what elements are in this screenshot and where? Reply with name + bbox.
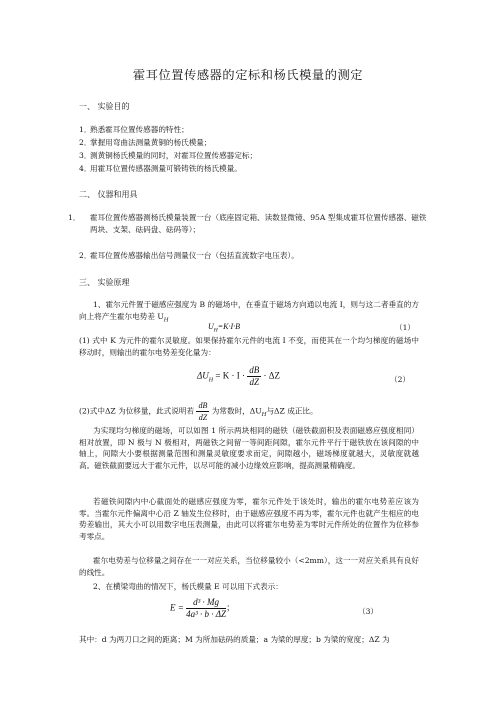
item-number: 4． — [79, 164, 92, 173]
eq3-fraction — [186, 597, 226, 620]
principle-paragraph-5: 若磁铁间隙内中心截面处的磁感应强度为零，霍尔元件处于该处时，输出的霍尔电势差应该为零。当霍尔元件偏离中心沿 Z 轴发生位移时，由于磁感应强度不再为零，霍尔元件也就产生相应的电势差输出，其大小可以用数字电压表测量，由此可以将霍尔电势差为零时元件所处的位置作为位移参考零点。 — [79, 497, 419, 541]
fraction-denominator: dZ — [198, 413, 208, 422]
subscript: H — [261, 412, 267, 419]
fraction-numerator: dB — [249, 365, 260, 375]
instrument-item — [68, 212, 430, 235]
item-text: 熟悉霍耳位置传感器的特性； — [90, 125, 189, 134]
eq1-symbol: U — [208, 322, 214, 331]
item-text: 掌握用弯曲法测量黄铜的杨氏模量； — [90, 138, 212, 147]
equation-1 — [208, 322, 240, 334]
eq3-tail: ； — [226, 602, 236, 613]
principle-paragraph-2: (1) 式中 K 为元件的霍尔灵敏度。如果保持霍尔元件的电流 I 不变，而使其在一个均匀梯度的磁场中移动时，则输出的霍尔电势差变化量为： — [79, 336, 419, 357]
section-heading-principle: 三、 实验原理 — [79, 278, 130, 287]
principle-paragraph-4: 为实现均匀梯度的磁场，可以如图 1 所示两块相同的磁铁（磁铁截面积及表面磁感应强度相同）相对放置，即 N 极与 N 极相对，两磁铁之间留一等间距间隙，霍尔元件平行于磁铁放在该间隙的中轴上，间隙大小要根据测量范围和测量灵敏度要求而定，间隙越小，磁场梯度就越大，灵敏度就越高。磁铁截面要远大于霍尔元件，以尽可能的减小边缘效应影响，提高测量精确度。 — [79, 426, 419, 470]
item-number: 2． — [79, 251, 92, 260]
principle-paragraph-8: 其中：d 为两刀口之间的距离；M 为所加砝码的质量；a 为梁的厚度；b 为梁的宽度；ΔZ 为 — [79, 635, 390, 644]
fraction-numerator: d³ · Mg — [186, 597, 226, 609]
item-text: 用霍耳位置传感器测量可锻铸铁的杨氏模量。 — [90, 164, 242, 173]
paragraph-text: 与ΔZ 成正比。 — [266, 406, 318, 416]
eq3-lhs: E = — [170, 602, 184, 613]
item-text: 霍耳位置传感器测杨氏模量装置一台（底座固定箱、读数显微镜、95A 型集成霍耳位置传感器、磁铁两块、支架、砝码盘、砝码等）； — [90, 213, 427, 234]
equation-3 — [170, 597, 235, 620]
inline-fraction — [196, 400, 209, 423]
item-number: 1． — [68, 213, 81, 222]
paragraph-text: (2)式中ΔZ 为位移量，此式说明若 — [79, 406, 195, 416]
principle-paragraph-1 — [79, 299, 419, 327]
eq2-fraction — [247, 365, 261, 388]
principle-paragraph-6: 霍尔电势差与位移量之间存在一一对应关系，当位移量较小（<2mm），这一一对应关系具有良好的线性。 — [79, 556, 419, 577]
principle-paragraph-3 — [79, 400, 419, 423]
equation-number-3: （3） — [358, 607, 379, 616]
eq1-rhs: =K·I·B — [217, 322, 241, 331]
item-number: 2． — [79, 138, 92, 147]
fraction-denominator: dZ — [249, 377, 259, 387]
eq1-subscript: H — [213, 327, 218, 334]
document-title: 霍耳位置传感器的定标和杨氏模量的测定 — [132, 68, 364, 82]
eq2-tail: · ΔZ — [263, 370, 281, 381]
objective-item — [79, 150, 419, 162]
instrument-item — [79, 250, 419, 262]
objective-item — [79, 163, 419, 175]
subscript: H — [163, 317, 169, 324]
equation-2 — [197, 365, 280, 388]
item-text: 测黄铜杨氏模量的同时，对霍耳位置传感器定标； — [90, 151, 258, 160]
equation-number-2: （2） — [390, 375, 411, 384]
eq2-subscript: H — [208, 377, 214, 384]
section-heading-objectives: 一、 实验目的 — [79, 102, 130, 111]
item-number: 3． — [79, 151, 92, 160]
equation-number-1: （1） — [395, 323, 416, 332]
item-number: 1． — [79, 125, 92, 134]
paragraph-text: 1、霍尔元件置于磁感应强度为 B 的磁场中，在垂直于磁场方向通以电流 I，则与这二者垂直的方向上将产生霍尔电势差 U — [79, 300, 419, 321]
fraction-numerator: dB — [198, 401, 208, 410]
eq2-middle: = K · I · — [215, 370, 245, 381]
principle-paragraph-7: 2、在横梁弯曲的情况下，杨氏模量 E 可以用下式表示： — [93, 582, 283, 591]
eq2-lhs: ΔU — [197, 370, 209, 381]
objective-item — [79, 124, 419, 136]
item-text: 霍耳位置传感器输出信号测量仪一台（包括直流数字电压表）。 — [90, 251, 299, 260]
section-heading-instruments: 二、 仪器和用具 — [79, 190, 138, 199]
objective-item — [79, 137, 419, 149]
fraction-denominator: 4a³ · b · ΔZ — [186, 609, 227, 619]
paragraph-text: 为常数时，ΔU — [211, 406, 262, 416]
